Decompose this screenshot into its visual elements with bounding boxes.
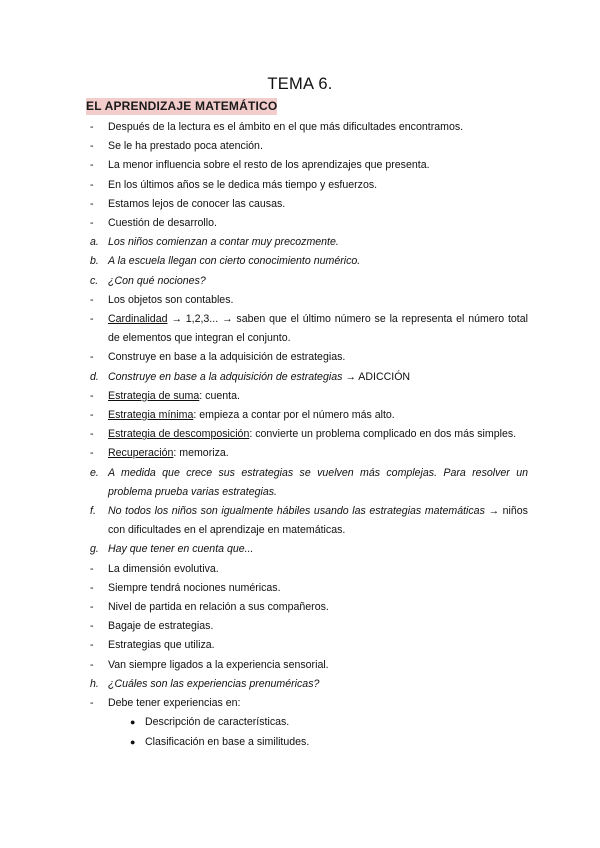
list-item	[0, 252, 600, 271]
list-item	[0, 272, 600, 291]
list-item	[0, 368, 600, 387]
list-item-text: Nivel de partida en relación a sus compañeros.	[108, 601, 329, 614]
list-marker: -	[90, 639, 94, 652]
list-marker: -	[90, 562, 94, 575]
list-item	[0, 560, 600, 579]
list-marker: -	[90, 409, 94, 422]
list-item-text: Cuestión de desarrollo.	[108, 217, 217, 230]
list-item-text: Van siempre ligados a la experiencia sensorial.	[108, 658, 329, 671]
list-marker: d.	[90, 370, 99, 383]
list-item	[0, 656, 600, 675]
list-marker: -	[90, 658, 94, 671]
term-definition: : memoriza.	[173, 447, 229, 460]
term-underlined: Estrategia mínima	[108, 409, 194, 422]
term-definition: → 1,2,3... → saben que el último número se la representa el número total de elementos que integran el conjunto.	[108, 313, 528, 345]
list-item-text: Los objetos son contables.	[108, 293, 234, 306]
list-item-text: Bagaje de estrategias.	[108, 620, 214, 633]
list-item	[0, 617, 600, 636]
bullet-icon: ●	[130, 717, 136, 728]
list-marker: -	[90, 581, 94, 594]
list-item	[0, 233, 600, 252]
term-underlined: Estrategia de suma	[108, 389, 200, 402]
list-item	[0, 176, 600, 195]
list-item-text	[108, 425, 528, 444]
list-item-text: Estrategias que utiliza.	[108, 639, 215, 652]
list-item-text: Clasificación en base a similitudes.	[145, 735, 310, 748]
list-item-text: Construye en base a la adquisición de estrategias.	[108, 351, 346, 364]
list-item	[0, 310, 600, 348]
term-underlined: Cardinalidad	[108, 313, 168, 326]
list-item-text	[108, 406, 528, 425]
item-italic-text: No todos los niños son igualmente hábiles usando las estrategias matemáticas →	[108, 505, 500, 518]
list-marker: -	[90, 217, 94, 230]
list-item-text	[108, 444, 528, 463]
list-marker: -	[90, 293, 94, 306]
list-item	[0, 675, 600, 694]
section-heading: EL APRENDIZAJE MATEMÁTICO	[86, 99, 278, 113]
list-item-text: Hay que tener en cuenta que...	[108, 543, 254, 556]
list-marker: -	[90, 447, 94, 460]
list-item-text: ¿Cuáles son las experiencias prenuméricas?	[108, 677, 320, 690]
list-item-text: Descripción de características.	[145, 716, 290, 729]
item-tail-text: → ADICCIÓN	[342, 370, 411, 383]
list-item-text	[108, 387, 528, 406]
item-italic-text: Construye en base a la adquisición de estrategias	[108, 370, 343, 383]
item-tail-text: niños con dificultades en el aprendizaje en matemáticas.	[108, 505, 528, 537]
term-definition: : empieza a contar por el número más alto.	[193, 409, 395, 422]
list-marker: -	[90, 428, 94, 441]
list-item-text: Después de la lectura es el ámbito en el que más dificultades encontramos.	[108, 121, 464, 133]
term-definition: : cuenta.	[199, 389, 240, 402]
list-marker: -	[90, 620, 94, 633]
list-item	[0, 579, 600, 598]
bullet-icon: ●	[130, 736, 136, 747]
list-item	[0, 156, 600, 175]
list-item-text: Debe tener experiencias en:	[108, 697, 241, 710]
list-item-text: ¿Con qué nociones?	[108, 274, 206, 287]
list-item	[0, 464, 600, 502]
list-item	[0, 713, 600, 732]
list-marker: -	[90, 178, 94, 191]
list-item	[0, 214, 600, 233]
list-marker: -	[90, 159, 94, 172]
list-marker: -	[90, 351, 94, 364]
list-item-text: Los niños comienzan a contar muy precozmente.	[108, 236, 339, 249]
list-item	[0, 444, 600, 463]
list-item	[0, 636, 600, 655]
list-item-text	[108, 310, 528, 348]
list-marker: a.	[90, 236, 99, 249]
list-item-text: Siempre tendrá nociones numéricas.	[108, 581, 281, 594]
list-marker: b.	[90, 255, 99, 268]
list-item	[0, 502, 600, 540]
list-item-text: Estamos lejos de conocer las causas.	[108, 197, 286, 210]
list-marker: -	[90, 121, 94, 133]
list-marker: g.	[90, 543, 99, 556]
list-marker: -	[90, 389, 94, 402]
list-item	[0, 733, 600, 752]
list-marker: -	[90, 601, 94, 614]
list-item	[0, 598, 600, 617]
list-item-text: En los últimos años se le dedica más tiempo y esfuerzos.	[108, 178, 378, 191]
list-item	[0, 137, 600, 156]
list-item	[0, 406, 600, 425]
list-item	[0, 387, 600, 406]
list-marker: -	[90, 197, 94, 210]
list-marker: e.	[90, 466, 99, 479]
list-item	[0, 118, 600, 137]
list-marker: h.	[90, 677, 99, 690]
list-item-text	[108, 502, 528, 540]
term-definition: : convierte un problema complicado en dos más simples.	[249, 428, 517, 441]
list-item	[0, 291, 600, 310]
list-marker: -	[90, 313, 94, 326]
term-underlined: Estrategia de descomposición	[108, 428, 250, 441]
list-item	[0, 425, 600, 444]
page-title: TEMA 6.	[267, 75, 333, 93]
list-item-text: A medida que crece sus estrategias se vuelven más complejas. Para resolver un problema prueba varias estrategias.	[108, 466, 528, 498]
list-item-text: Se le ha prestado poca atención.	[108, 140, 263, 153]
list-marker: c.	[90, 274, 99, 287]
term-underlined: Recuperación	[108, 447, 174, 460]
list-item-text	[108, 368, 528, 387]
list-marker: -	[90, 140, 94, 153]
list-item	[0, 694, 600, 713]
list-item-text: La menor influencia sobre el resto de los aprendizajes que presenta.	[108, 159, 430, 172]
list-item	[0, 195, 600, 214]
list-item-text: A la escuela llegan con cierto conocimiento numérico.	[108, 255, 361, 268]
list-item	[0, 540, 600, 559]
list-marker: -	[90, 697, 94, 710]
list-marker: f.	[90, 505, 96, 518]
content-list	[0, 118, 600, 752]
list-item-text: La dimensión evolutiva.	[108, 562, 219, 575]
list-item	[0, 348, 600, 367]
